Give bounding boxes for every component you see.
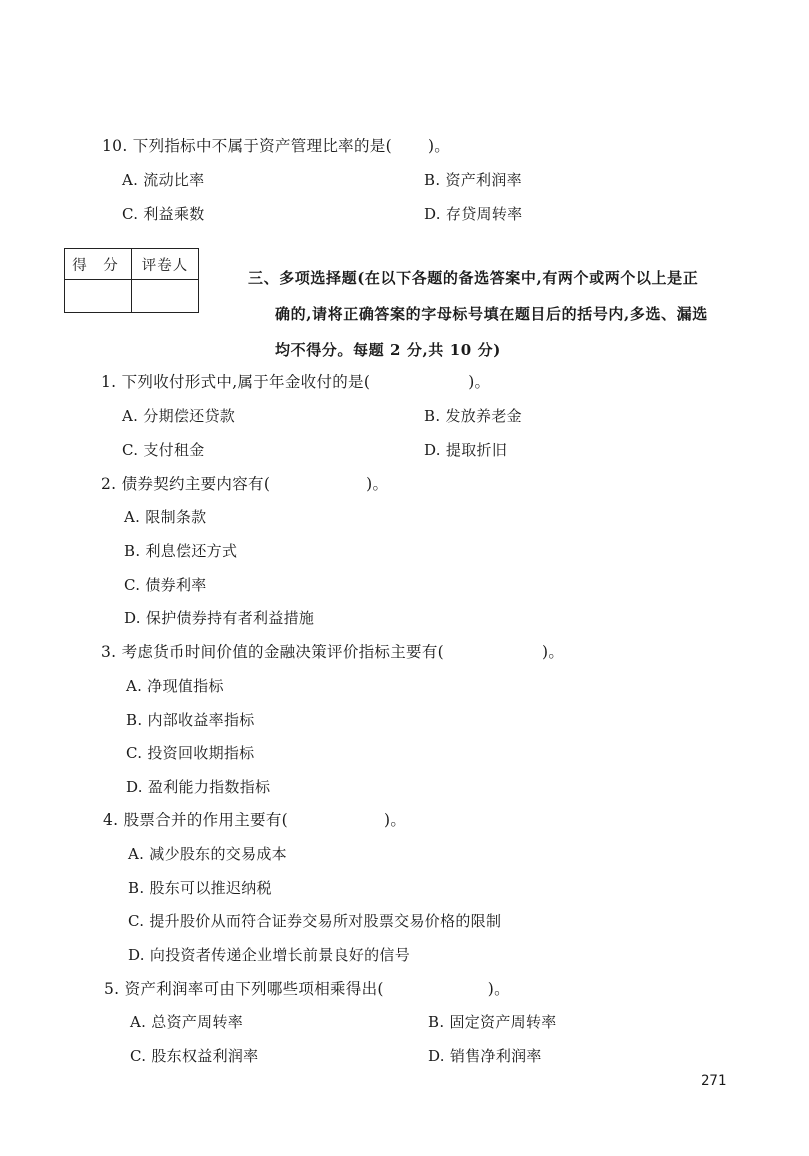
- question-m4-text: 4. 股票合并的作用主要有(: [103, 811, 288, 829]
- question-m5-close: )。: [487, 980, 510, 998]
- question-m2-text: 2. 债券契约主要内容有(: [101, 475, 271, 493]
- question-m2-stem: [101, 474, 388, 494]
- score-table: [64, 248, 199, 313]
- question-m2-close: )。: [366, 475, 389, 493]
- m2-option-d: D. 保护债券持有者利益措施: [124, 609, 315, 627]
- question-m1-close: )。: [468, 373, 491, 391]
- m5-option-b: B. 固定资产周转率: [428, 1013, 557, 1031]
- m3-option-d: D. 盈利能力指数指标: [126, 778, 271, 796]
- grader-cell: [132, 280, 199, 313]
- score-cell: [65, 280, 132, 313]
- score-header: 得 分: [65, 249, 132, 280]
- question-10-close: )。: [427, 137, 451, 155]
- m4-option-a: A. 减少股东的交易成本: [128, 845, 287, 863]
- question-m3-text: 3. 考虑货币时间价值的金融决策评价指标主要有(: [101, 643, 444, 661]
- page-number: 271: [701, 1073, 727, 1089]
- section-3-line-1: 三、多项选择题(在以下各题的备选答案中,有两个或两个以上是正: [248, 269, 699, 287]
- question-10-stem: [102, 136, 450, 156]
- question-m5-text: 5. 资产利润率可由下列哪些项相乘得出(: [104, 980, 384, 998]
- m2-option-a: A. 限制条款: [124, 508, 207, 526]
- q10-option-d: D. 存贷周转率: [424, 205, 523, 223]
- question-m1-text: 1. 下列收付形式中,属于年金收付的是(: [101, 373, 371, 391]
- m3-option-a: A. 净现值指标: [126, 677, 224, 695]
- question-10-text: 10. 下列指标中不属于资产管理比率的是(: [102, 137, 392, 155]
- question-m5-stem: [104, 979, 510, 999]
- m3-option-b: B. 内部收益率指标: [126, 711, 255, 729]
- question-m3-close: )。: [541, 643, 565, 661]
- question-m1-stem: [101, 372, 490, 392]
- question-m3-stem: [101, 642, 564, 662]
- m4-option-c: C. 提升股价从而符合证券交易所对股票交易价格的限制: [128, 912, 502, 930]
- section-3-line-2: 确的,请将正确答案的字母标号填在题目后的括号内,多选、漏选: [275, 305, 708, 323]
- m5-option-d: D. 销售净利润率: [428, 1047, 542, 1065]
- m1-option-d: D. 提取折旧: [424, 441, 508, 459]
- q10-option-c: C. 利益乘数: [122, 205, 205, 223]
- m2-option-c: C. 债券利率: [124, 576, 207, 594]
- grader-header: 评卷人: [132, 249, 199, 280]
- m5-option-a: A. 总资产周转率: [130, 1013, 244, 1031]
- m4-option-b: B. 股东可以推迟纳税: [128, 879, 272, 897]
- m1-option-b: B. 发放养老金: [424, 407, 522, 425]
- m1-option-a: A. 分期偿还贷款: [122, 407, 236, 425]
- q10-option-b: B. 资产利润率: [424, 171, 522, 189]
- m5-option-c: C. 股东权益利润率: [130, 1047, 259, 1065]
- m4-option-d: D. 向投资者传递企业增长前景良好的信号: [128, 946, 411, 964]
- m1-option-c: C. 支付租金: [122, 441, 205, 459]
- question-m4-stem: [103, 810, 406, 830]
- question-m4-close: )。: [383, 811, 407, 829]
- q10-option-a: A. 流动比率: [122, 171, 205, 189]
- section-3-line-3: 均不得分。每题 2 分,共 10 分): [275, 341, 501, 359]
- m2-option-b: B. 利息偿还方式: [124, 542, 238, 560]
- m3-option-c: C. 投资回收期指标: [126, 744, 255, 762]
